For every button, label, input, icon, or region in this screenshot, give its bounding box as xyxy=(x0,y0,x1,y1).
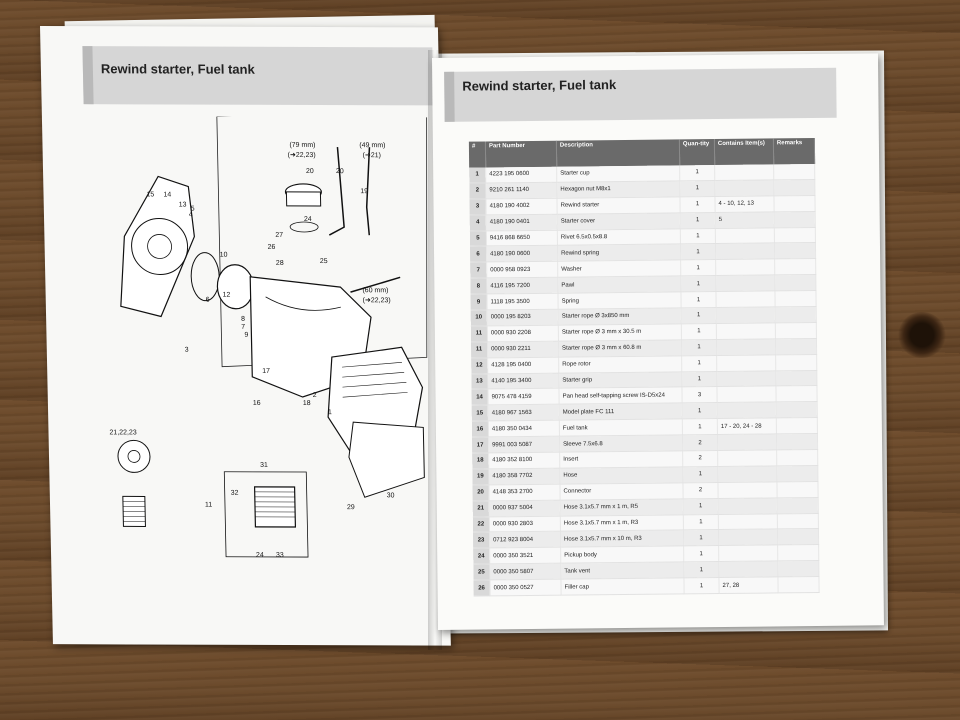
cell-rem xyxy=(774,179,815,195)
cell-rem xyxy=(774,164,815,180)
starter-cover-drawing xyxy=(118,176,196,316)
cell-num: 9 xyxy=(470,294,487,310)
cell-cont xyxy=(716,291,775,308)
fuel-hose-drawing xyxy=(327,147,344,235)
cell-pn: 9210 261 1140 xyxy=(486,182,557,199)
callout-number: 13 xyxy=(178,201,187,209)
cell-desc: Model plate FC 111 xyxy=(559,403,682,420)
cell-num: 22 xyxy=(473,517,490,533)
cell-num: 10 xyxy=(471,310,488,326)
cell-qty: 2 xyxy=(683,451,718,467)
cell-num: 13 xyxy=(471,374,488,390)
cell-qty: 1 xyxy=(683,514,718,530)
callout-number: 31 xyxy=(260,461,269,469)
cell-pn: 0000 930 2211 xyxy=(487,341,558,358)
cell-qty: 1 xyxy=(680,180,715,196)
cell-rem xyxy=(776,354,817,370)
cell-desc: Hose 3.1x5.7 mm x 10 m, R3 xyxy=(560,530,683,547)
cell-rem xyxy=(777,497,818,513)
callout-number: 7 xyxy=(241,323,246,331)
cell-num: 18 xyxy=(472,453,489,469)
cell-desc: Hose 3.1x5.7 mm x 1 m, R3 xyxy=(560,514,683,531)
callout-number: 32 xyxy=(230,489,239,497)
cell-qty: 2 xyxy=(683,482,718,498)
cell-pn: 0000 195 8203 xyxy=(487,309,558,326)
wood-knot xyxy=(898,312,946,358)
cell-rem xyxy=(776,386,817,402)
parts-table-body xyxy=(469,164,819,596)
cell-rem xyxy=(774,195,815,211)
cell-desc: Pan head self-tapping screw IS-D5x24 xyxy=(559,387,682,404)
cell-pn: 4180 190 0600 xyxy=(486,246,557,263)
cell-cont xyxy=(718,529,777,546)
cell-desc: Hose xyxy=(560,467,683,484)
cell-num: 15 xyxy=(472,405,489,421)
dim-49-ref: (➜21) xyxy=(362,152,382,160)
callout-number: 15 xyxy=(146,191,155,199)
cell-rem xyxy=(778,561,819,577)
callout-number: 8 xyxy=(241,315,246,323)
callout-number: 26 xyxy=(267,243,276,251)
cell-qty: 3 xyxy=(682,387,717,403)
cell-num: 17 xyxy=(472,437,489,453)
cell-rem xyxy=(778,577,819,593)
right-page-title: Rewind starter, Fuel tank xyxy=(444,68,837,122)
cell-num: 21 xyxy=(473,501,490,517)
cell-num: 24 xyxy=(473,548,490,564)
cell-rem xyxy=(777,450,818,466)
cell-cont: 17 - 20, 24 - 28 xyxy=(717,418,776,435)
callout-number: 24 xyxy=(303,215,312,223)
callout-number: 30 xyxy=(386,492,395,500)
cell-desc: Connector xyxy=(560,483,683,500)
cell-cont xyxy=(718,466,777,483)
cell-num: 20 xyxy=(472,485,489,501)
cell-rem xyxy=(777,481,818,497)
cell-cont xyxy=(718,450,777,467)
cell-desc: Fuel tank xyxy=(559,419,682,436)
cell-desc: Pawl xyxy=(558,276,681,293)
cell-pn: 0712 923 8004 xyxy=(489,532,560,549)
cell-rem xyxy=(776,434,817,450)
cell-num: 16 xyxy=(472,421,489,437)
cell-qty: 1 xyxy=(681,276,716,292)
cell-pn: 9416 868 6650 xyxy=(486,230,557,247)
cell-num: 3 xyxy=(469,199,486,215)
cell-cont xyxy=(718,482,777,499)
cell-pn: 4128 195 0400 xyxy=(488,357,559,374)
cell-rem xyxy=(777,529,818,545)
parts-table-header xyxy=(469,138,815,168)
cell-cont xyxy=(716,307,775,324)
cell-num: 6 xyxy=(470,246,487,262)
cell-pn: 4180 350 0434 xyxy=(488,420,559,437)
cell-cont xyxy=(717,402,776,419)
callout-number: 11 xyxy=(204,501,213,509)
callout-number: 2 xyxy=(312,392,317,400)
cell-rem xyxy=(775,259,816,275)
parts-table xyxy=(469,138,820,597)
rewind-spring-drawing xyxy=(191,253,220,301)
cell-cont xyxy=(715,243,774,260)
callout-number: 27 xyxy=(275,231,284,239)
cell-qty: 1 xyxy=(683,498,718,514)
cell-pn: 9075 478 4159 xyxy=(488,389,559,406)
col-description: Description xyxy=(556,139,679,166)
cell-cont xyxy=(716,259,775,276)
callout-number: 33 xyxy=(275,551,284,559)
cell-num: 8 xyxy=(470,278,487,294)
cell-qty: 1 xyxy=(681,323,716,339)
cell-num: 4 xyxy=(470,215,487,231)
cell-pn: 4180 358 7702 xyxy=(489,468,560,485)
cell-cont: 27, 28 xyxy=(719,577,778,594)
cell-cont xyxy=(719,545,778,562)
cell-rem xyxy=(776,402,817,418)
cell-num: 12 xyxy=(471,358,488,374)
cell-desc: Tank vent xyxy=(561,562,684,579)
cell-desc: Washer xyxy=(558,260,681,277)
cell-qty: 1 xyxy=(681,260,716,276)
cell-desc: Pickup body xyxy=(561,546,684,563)
cell-qty: 1 xyxy=(682,371,717,387)
dim-60-ref: (➜22,23) xyxy=(362,297,391,305)
cell-desc: Starter rope Ø 3 mm x 30.5 m xyxy=(558,324,681,341)
cell-pn: 0000 930 2803 xyxy=(489,516,560,533)
cell-cont: 4 - 10, 12, 13 xyxy=(715,196,774,213)
cell-pn: 9991 003 5087 xyxy=(488,436,559,453)
dim-79-ref: (➜22,23) xyxy=(287,151,316,159)
callout-number: 18 xyxy=(302,400,311,408)
cell-pn: 4180 352 8100 xyxy=(489,452,560,469)
callout-number: 20 xyxy=(335,168,344,176)
cell-qty: 1 xyxy=(682,419,717,435)
cell-qty: 2 xyxy=(682,435,717,451)
cell-pn: 0000 350 0527 xyxy=(490,579,561,596)
cell-cont xyxy=(715,164,774,180)
cell-desc: Hose 3.1x5.7 mm x 1 m, R5 xyxy=(560,499,683,516)
cell-cont xyxy=(715,180,774,197)
callout-number: 10 xyxy=(219,251,228,259)
cell-desc: Starter cover xyxy=(557,213,680,230)
cell-desc: Starter rope Ø 3 mm x 60.8 m xyxy=(558,340,681,357)
cell-qty: 1 xyxy=(681,339,716,355)
cell-pn: 4180 190 4002 xyxy=(486,198,557,215)
cell-qty: 1 xyxy=(683,466,718,482)
cell-num: 5 xyxy=(470,231,487,247)
cell-cont xyxy=(717,355,776,372)
cell-cont xyxy=(715,227,774,244)
callout-number: 4 xyxy=(188,211,193,219)
col-quantity: Quan-tity xyxy=(679,139,714,165)
cell-pn: 4180 190 0401 xyxy=(486,214,557,231)
cell-qty: 1 xyxy=(682,355,717,371)
callout-3: 3 xyxy=(184,346,189,354)
callout-number: 20 xyxy=(305,167,314,175)
cell-desc: Filler cap xyxy=(561,578,684,595)
cell-num: 7 xyxy=(470,262,487,278)
cell-num: 1 xyxy=(469,167,486,183)
cell-rem xyxy=(777,513,818,529)
cell-desc: Rivet 6.5x0.5x8.8 xyxy=(557,228,680,245)
callout-21-22-23: 21,22,23 xyxy=(109,429,137,437)
dim-60-label: (60 mm) xyxy=(362,287,389,295)
cell-qty: 1 xyxy=(681,292,716,308)
cell-qty: 1 xyxy=(682,403,717,419)
cell-pn: 1118 195 3500 xyxy=(487,293,558,310)
callout-number: 29 xyxy=(346,504,355,512)
cell-pn: 4223 195 0600 xyxy=(486,167,557,183)
cell-cont: 5 xyxy=(715,212,774,229)
dim-79-label: (79 mm) xyxy=(289,141,316,149)
cell-desc: Rewind spring xyxy=(557,244,680,261)
callout-number: 14 xyxy=(163,191,172,199)
cell-cont xyxy=(717,386,776,403)
cell-desc: Hexagon nut M8x1 xyxy=(557,181,680,198)
callout-number: 19 xyxy=(360,188,369,196)
left-page-title: Rewind starter, Fuel tank xyxy=(82,46,433,105)
filter-disc-drawing xyxy=(118,440,151,472)
cell-qty: 1 xyxy=(680,228,715,244)
right-page xyxy=(432,53,884,630)
cell-pn: 0000 350 3521 xyxy=(490,548,561,565)
col-num: # xyxy=(469,141,486,167)
cell-num: 11 xyxy=(471,326,488,342)
cell-cont xyxy=(717,370,776,387)
callout-number: 16 xyxy=(252,399,261,407)
callout-number: 25 xyxy=(319,258,328,266)
cell-rem xyxy=(778,545,819,561)
cell-pn: 0000 930 2208 xyxy=(487,325,558,342)
cell-rem xyxy=(775,322,816,338)
callout-number: 12 xyxy=(222,291,231,299)
dim-49-label: (49 mm) xyxy=(359,142,386,150)
cell-qty: 1 xyxy=(681,308,716,324)
cell-pn: 0000 958 0923 xyxy=(487,262,558,279)
cell-qty: 1 xyxy=(680,196,715,212)
cell-desc: Spring xyxy=(558,292,681,309)
cell-cont xyxy=(717,434,776,451)
left-page xyxy=(40,26,451,646)
cell-qty: 1 xyxy=(680,244,715,260)
cell-pn: 4180 967 1563 xyxy=(488,405,559,422)
cell-desc: Sleeve 7.5x6.8 xyxy=(559,435,682,452)
cell-rem xyxy=(776,370,817,386)
cell-num: 26 xyxy=(473,580,490,596)
cell-qty: 1 xyxy=(684,578,719,594)
cell-cont xyxy=(716,323,775,340)
callout-5: 5 xyxy=(190,205,195,213)
cell-rem xyxy=(775,307,816,323)
cell-desc: Insert xyxy=(560,451,683,468)
cell-qty: 1 xyxy=(684,562,719,578)
cell-rem xyxy=(774,211,815,227)
cell-rem xyxy=(775,275,816,291)
callout-number: 9 xyxy=(244,331,249,339)
cell-desc: Rope rotor xyxy=(559,356,682,373)
callout-number: 17 xyxy=(262,367,271,375)
callout-number: 6 xyxy=(205,296,210,304)
cell-cont xyxy=(718,514,777,531)
cell-qty: 1 xyxy=(683,530,718,546)
cell-cont xyxy=(716,339,775,356)
callout-number: 28 xyxy=(275,259,284,267)
cell-pn: 0000 350 5807 xyxy=(490,563,561,580)
table-row xyxy=(473,577,819,597)
cell-qty: 1 xyxy=(680,165,715,181)
exploded-parts-diagram xyxy=(97,116,447,577)
cell-rem xyxy=(776,418,817,434)
cell-rem xyxy=(777,465,818,481)
cell-pn: 4140 195 3400 xyxy=(488,373,559,390)
col-part-number: Part Number xyxy=(485,141,556,168)
cell-rem xyxy=(775,291,816,307)
cell-desc: Starter cup xyxy=(557,165,680,182)
cell-rem xyxy=(774,243,815,259)
cell-pn: 4116 195 7200 xyxy=(487,277,558,294)
cell-pn: 0000 937 5004 xyxy=(489,500,560,517)
cell-desc: Starter rope Ø 3x850 mm xyxy=(558,308,681,325)
cell-num: 11 xyxy=(471,342,488,358)
cell-num: 19 xyxy=(472,469,489,485)
callout-number: 24 xyxy=(255,551,264,559)
cell-pn: 4148 353 2700 xyxy=(489,484,560,501)
col-remarks: Remarks xyxy=(773,138,814,164)
cell-qty: 1 xyxy=(680,212,715,228)
cell-rem xyxy=(774,227,815,243)
cell-num: 25 xyxy=(473,564,490,580)
cell-qty: 1 xyxy=(684,546,719,562)
cell-cont xyxy=(718,498,777,515)
cell-rem xyxy=(775,338,816,354)
cell-cont xyxy=(719,561,778,578)
cell-desc: Rewind starter xyxy=(557,197,680,214)
cell-num: 23 xyxy=(473,532,490,548)
cell-cont xyxy=(716,275,775,292)
callout-number: 1 xyxy=(327,409,332,417)
cell-desc: Starter grip xyxy=(559,371,682,388)
col-contains: Contains Item(s) xyxy=(714,138,773,165)
cell-num: 2 xyxy=(469,183,486,199)
cell-num: 14 xyxy=(471,389,488,405)
rope-rotor-drawing xyxy=(217,265,254,309)
